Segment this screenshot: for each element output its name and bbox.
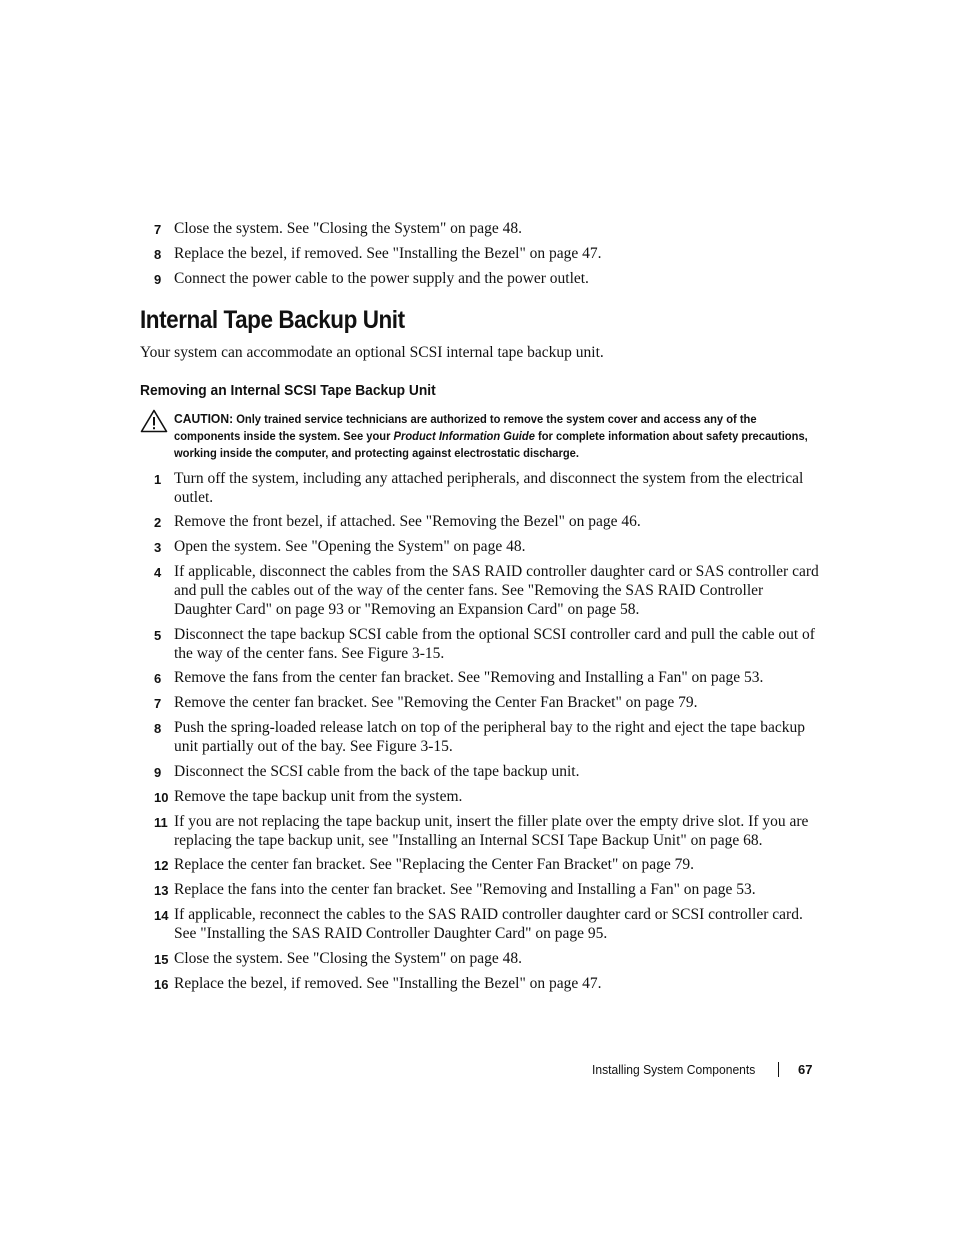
step-number: 11 bbox=[154, 815, 168, 830]
step-number: 5 bbox=[154, 628, 162, 643]
step-text: Disconnect the tape backup SCSI cable from the optional SCSI controller card and pull the cable out of the way of the center fans. See Figure 3-15. bbox=[174, 626, 815, 662]
step-number: 13 bbox=[154, 883, 169, 898]
step-number: 4 bbox=[154, 565, 162, 580]
guide-title: Product Information Guide bbox=[393, 429, 535, 443]
step-number: 10 bbox=[154, 790, 169, 805]
list-item bbox=[140, 537, 820, 557]
list-item bbox=[140, 880, 820, 900]
list-item bbox=[140, 762, 820, 782]
list-item bbox=[140, 562, 820, 619]
step-number: 8 bbox=[154, 247, 162, 262]
footer-section-title: Installing System Components bbox=[592, 1062, 756, 1077]
step-number: 14 bbox=[154, 908, 169, 923]
list-item bbox=[140, 219, 820, 239]
step-text: Replace the center fan bracket. See "Replacing the Center Fan Bracket" on page 79. bbox=[174, 856, 695, 873]
caution-body-1: Only trained service technicians are authorized to remove the system cover and access any of the components inside the system. See your bbox=[174, 412, 757, 443]
step-text: Replace the bezel, if removed. See "Installing the Bezel" on page 47. bbox=[174, 975, 602, 992]
list-item bbox=[140, 625, 820, 663]
page-number: 67 bbox=[798, 1062, 813, 1077]
list-item bbox=[140, 787, 820, 807]
step-text: Remove the front bezel, if attached. See "Removing the Bezel" on page 46. bbox=[174, 513, 641, 530]
step-text: Disconnect the SCSI cable from the back of the tape backup unit. bbox=[174, 763, 580, 780]
step-number: 7 bbox=[154, 222, 162, 237]
step-text: Close the system. See "Closing the System" on page 48. bbox=[174, 950, 523, 967]
step-number: 8 bbox=[154, 721, 162, 736]
list-item bbox=[140, 905, 820, 943]
step-text: If you are not replacing the tape backup unit, insert the filler plate over the empty drive slot. If you are replacing the tape backup unit, see "Installing an Internal SCSI Tape Backup Unit" on page 68. bbox=[174, 813, 809, 849]
list-item bbox=[140, 855, 820, 875]
step-number: 1 bbox=[154, 472, 162, 487]
step-number: 9 bbox=[154, 272, 162, 287]
caution-text bbox=[174, 410, 814, 462]
list-item bbox=[140, 269, 820, 289]
step-text: If applicable, disconnect the cables from the SAS RAID controller daughter card or SAS controller card and pull the cables out of the way of the center fans. See "Removing the SAS RAID Controller Daughter Card" on page 93 or "Removing an Expansion Card" on page 58. bbox=[174, 563, 819, 618]
step-text: If applicable, reconnect the cables to the SAS RAID controller daughter card or SCSI controller card. See "Installing the SAS RAID Controller Daughter Card" on page 95. bbox=[174, 906, 803, 942]
caution-label: CAUTION: bbox=[174, 411, 234, 426]
list-item bbox=[140, 974, 820, 994]
list-item bbox=[140, 812, 820, 850]
step-text: Remove the center fan bracket. See "Removing the Center Fan Bracket" on page 79. bbox=[174, 694, 698, 711]
intro-paragraph: Your system can accommodate an optional SCSI internal tape backup unit. bbox=[140, 344, 604, 361]
list-item bbox=[140, 244, 820, 264]
step-number: 12 bbox=[154, 858, 169, 873]
step-text: Connect the power cable to the power supply and the power outlet. bbox=[174, 270, 589, 287]
step-number: 9 bbox=[154, 765, 162, 780]
section-title: Internal Tape Backup Unit bbox=[140, 306, 405, 334]
list-item bbox=[140, 718, 820, 756]
footer-divider bbox=[778, 1062, 779, 1077]
step-text: Replace the bezel, if removed. See "Installing the Bezel" on page 47. bbox=[174, 245, 602, 262]
step-text: Open the system. See "Opening the System" on page 48. bbox=[174, 538, 526, 555]
step-number: 2 bbox=[154, 515, 162, 530]
step-text: Push the spring-loaded release latch on top of the peripheral bay to the right and eject the tape backup unit partially out of the bay. See Figure 3-15. bbox=[174, 719, 805, 755]
list-item bbox=[140, 668, 820, 688]
step-text: Close the system. See "Closing the System" on page 48. bbox=[174, 220, 523, 237]
list-item bbox=[140, 469, 820, 507]
step-number: 6 bbox=[154, 671, 162, 686]
list-item bbox=[140, 512, 820, 532]
list-item bbox=[140, 693, 820, 713]
step-number: 16 bbox=[154, 977, 169, 992]
subsection-heading: Removing an Internal SCSI Tape Backup Unit bbox=[140, 382, 436, 399]
step-text: Remove the fans from the center fan bracket. See "Removing and Installing a Fan" on page 53. bbox=[174, 669, 764, 686]
step-number: 15 bbox=[154, 952, 169, 967]
step-text: Replace the fans into the center fan bracket. See "Removing and Installing a Fan" on page 53. bbox=[174, 881, 756, 898]
caution-body-2: for complete information about safety precautions, working inside the computer, and protecting against electrostatic discharge. bbox=[174, 429, 808, 460]
step-text: Remove the tape backup unit from the system. bbox=[174, 788, 463, 805]
list-item bbox=[140, 949, 820, 969]
step-number: 7 bbox=[154, 696, 162, 711]
step-text: Turn off the system, including any attached peripherals, and disconnect the system from the electrical outlet. bbox=[174, 470, 804, 506]
step-number: 3 bbox=[154, 540, 162, 555]
warning-triangle-icon bbox=[140, 409, 168, 433]
